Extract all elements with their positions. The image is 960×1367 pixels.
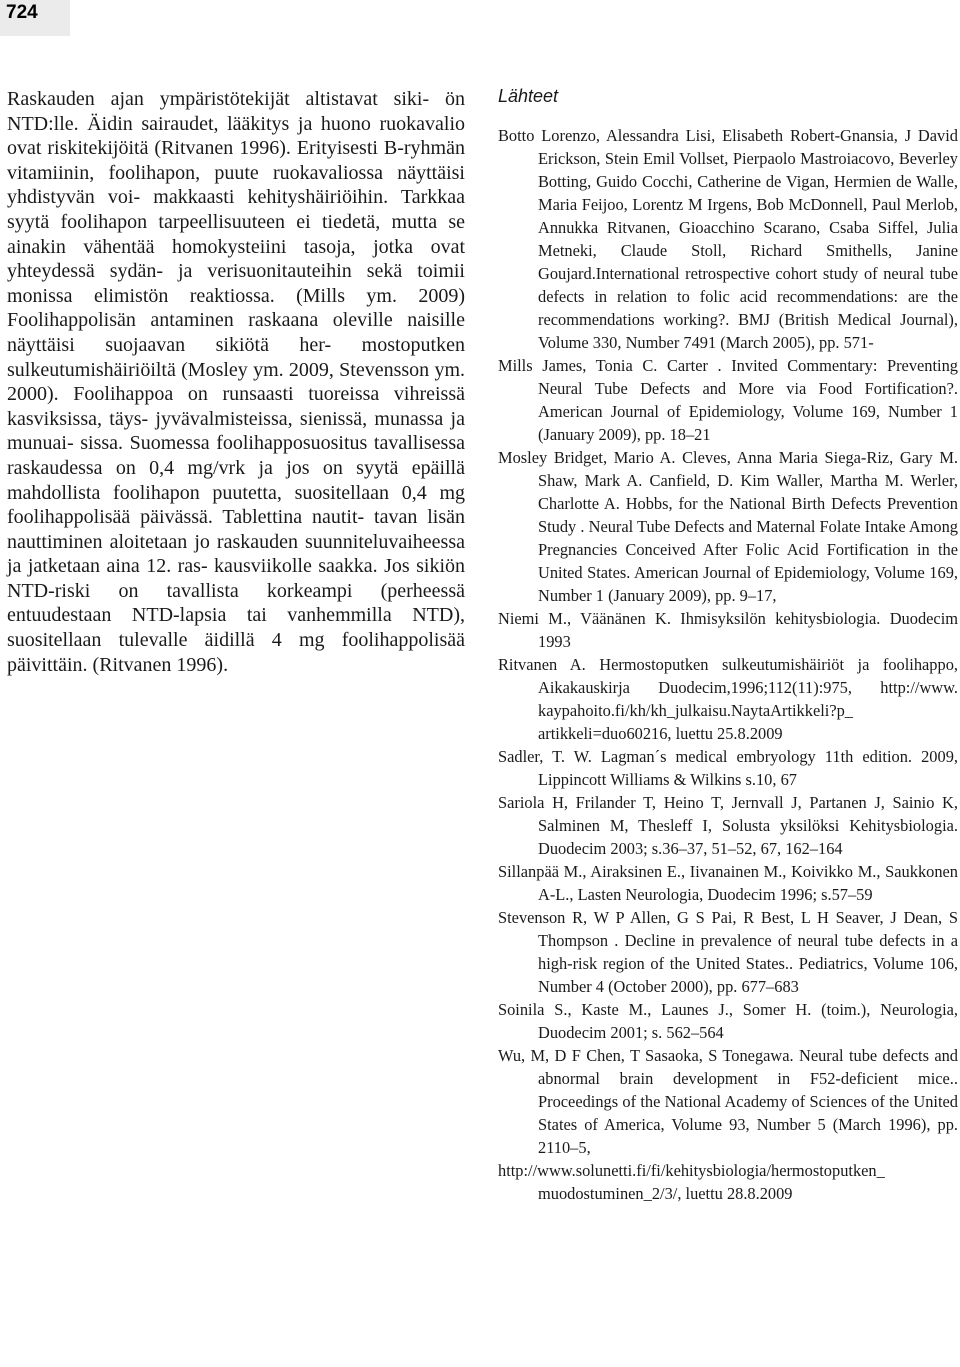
reference-item: Sariola H, Frilander T, Heino T, Jernvall J, Partanen J, Sainio K, Salminen M, Thesleff I, Solusta yksilöksi Kehitysbiologia. Duodecim 2003; s.36–37, 51–52, 67, 162–164 bbox=[498, 793, 958, 858]
body-text-column bbox=[7, 87, 465, 677]
reference-item: Stevenson R, W P Allen, G S Pai, R Best, L H Seaver, J Dean, S Thompson . Decline in prevalence of neural tube defects in a high-risk region of the United States.. Pediatrics, Volume 106, Number 4 (October 2000), pp. 677–683 bbox=[498, 908, 958, 996]
reference-item: Ritvanen A. Hermostoputken sulkeutumishäiriöt ja foolihappo, Aikakauskirja Duodecim,1996;112(11):975, http://www. kaypahoito.fi/kh/kh_julkaisu.NaytaArtikkeli?p_ artikkeli=duo60216, luettu 25.8.2009 bbox=[498, 655, 958, 743]
body-paragraph: Raskauden ajan ympäristötekijät altistavat siki- ön NTD:lle. Äidin sairaudet, lääkitys ja huono ruokavalio ovat riskitekijöitä (Ritvanen 1996). Erityisesti B-ryhmän vitamiinin, foolihapon, puute ruokavaliossa näyttäisi yhdistyvän voi- makkaasti kehityshäiriöihin. Tarkkaa syytä foolihapon tarpeellisuuteen ei tiedetä, mutta se ainakin vähentää homokysteiini tasoja, jotka ovat yhteydessä sydän- ja verisuonitauteihin sekä toimii monissa elimistön reaktiossa. (Mills ym. 2009) Foolihappolisän antaminen raskaana oleville naisille näyttäisi suojaavan sikiötä her- mostoputken sulkeutumishäiriöiltä (Mosley ym. 2009, Stevensson ym. 2000). Foolihappoa on runsaasti tuoreissa vihreissä kasviksissa, täys- jyvävalmisteissa, sienissä, munassa ja munuai- sissa. Suomessa foolihapposuositus tavallisessa raskaudessa on 0,4 mg/vrk ja jos on syytä epäillä mahdollista foolihapon puutetta, suositellaan 0,4 mg foolihappolisää päivässä. Tablettina nautit- tavan lisän nauttiminen aloitetaan jo raskauden suunniteluvaiheessa ja jatketaan aina 12. ras- kausviikolle saakka. Jos sikiön NTD-riski on tavallista korkeampi (perheessä entuudestaan NTD-lapsia tai vanhemmilla NTD), suositellaan tulevalle äidillä 4 mg foolihappolisää päivittäin. (Ritvanen 1996). bbox=[7, 88, 465, 676]
reference-item: Sillanpää M., Airaksinen E., Iivanainen M., Koivikko M., Saukkonen A-L., Lasten Neurologia, Duodecim 1996; s.57–59 bbox=[498, 862, 958, 904]
reference-item: http://www.solunetti.fi/fi/kehitysbiologia/hermostoputken_ muodostuminen_2/3/, luettu 28.8.2009 bbox=[498, 1161, 885, 1203]
page-number: 724 bbox=[6, 2, 38, 23]
reference-list bbox=[498, 124, 958, 1205]
reference-item: Sadler, T. W. Lagman´s medical embryology 11th edition. 2009, Lippincott Williams & Wilkins s.10, 67 bbox=[498, 747, 958, 789]
reference-item: Botto Lorenzo, Alessandra Lisi, Elisabeth Robert-Gnansia, J David Erickson, Stein Emil Vollset, Pierpaolo Mastroiacovo, Beverley Botting, Guido Cocchi, Catherine de Vigan, Hermien de Walle, Maria Feijoo, Lorentz M Irgens, Bob McDonnell, Paul Merlob, Annukka Ritvanen, Gioacchino Scarano, Csaba Siffel, Julia Metneki, Claude Stoll, Richard Smithells, Janine Goujard.International retrospective cohort study of neural tube defects in relation to folic acid recommendations: are the recommendations working?. BMJ (British Medical Journal), Volume 330, Number 7491 (March 2005), pp. 571- bbox=[498, 126, 958, 352]
reference-item: Niemi M., Väänänen K. Ihmisyksilön kehitysbiologia. Duodecim 1993 bbox=[498, 609, 958, 651]
reference-item: Mosley Bridget, Mario A. Cleves, Anna Maria Siega-Riz, Gary M. Shaw, Mark A. Canfield, D. Kim Waller, Martha M. Werler, Charlotte A. Hobbs, for the National Birth Defects Prevention Study . Neural Tube Defects and Maternal Folate Intake Among Pregnancies Conceived After Folic Acid Fortification in the United States. American Journal of Epidemiology, Volume 169, Number 1 (January 2009), pp. 9–17, bbox=[498, 448, 958, 605]
reference-item: Soinila S., Kaste M., Launes J., Somer H. (toim.), Neurologia, Duodecim 2001; s. 562–564 bbox=[498, 1000, 958, 1042]
reference-item: Wu, M, D F Chen, T Sasaoka, S Tonegawa. Neural tube defects and abnormal brain development in F52-deficient mice.. Proceedings of the National Academy of Sciences of the United States of America, Volume 93, Number 5 (March 1996), pp. 2110–5, bbox=[498, 1046, 958, 1157]
page-number-box bbox=[0, 0, 70, 36]
references-column bbox=[498, 85, 958, 1205]
reference-item: Mills James, Tonia C. Carter . Invited Commentary: Preventing Neural Tube Defects and More via Food Fortification?. American Journal of Epidemiology, Volume 169, Number 1 (January 2009), pp. 18–21 bbox=[498, 356, 958, 444]
references-heading: Lähteet bbox=[498, 86, 559, 106]
